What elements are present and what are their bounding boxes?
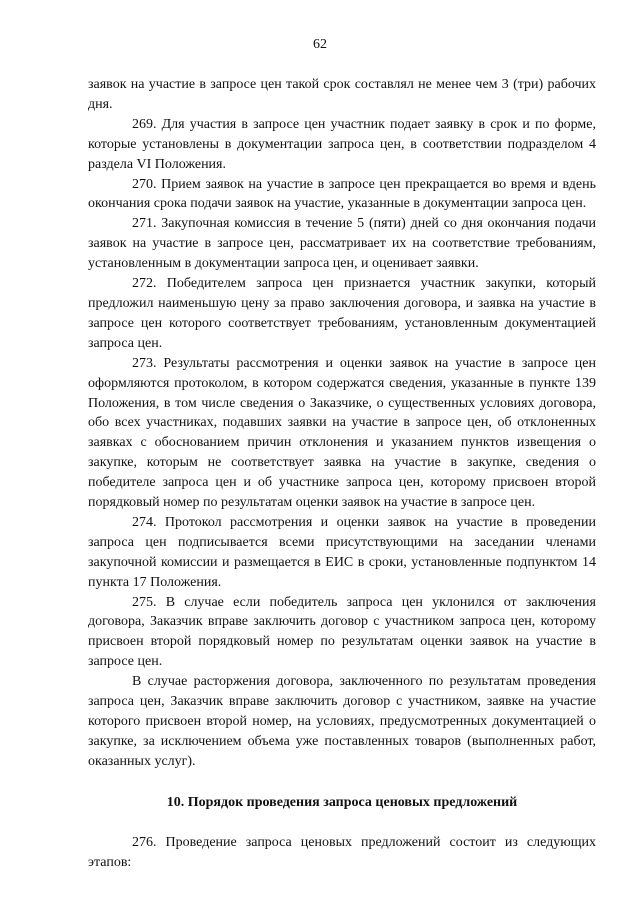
paragraph-275: 275. В случае если победитель запроса цен уклонился от заключения договора, Заказчик вправе заключить договор с участником запроса цен, которому присвоен второй порядковый номер по результатам оценки заявок на участие в запросе цен.: [88, 594, 596, 670]
paragraph-273: 273. Результаты рассмотрения и оценки заявок на участие в запросе цен оформляются протоколом, в котором содержатся сведения, указанные в пункте 139 Положения, в том числе сведения о Заказчике, о существенных условиях договора, обо всех участниках, подавших заявки на участие в запросе цен, об отклоненных заявках с обоснованием причин отклонения и указанием пунктов извещения о закупке, которым не соответствует заявка на участие в закупке, сведения о победителе запроса цен и об участнике запроса цен, которому присвоен второй порядковый номер по результатам оценки заявок на участие в запросе цен.: [88, 355, 596, 511]
paragraph-276: 276. Проведение запроса ценовых предложений состоит из следующих этапов:: [88, 834, 596, 870]
paragraph-271: 271. Закупочная комиссия в течение 5 (пяти) дней со дня окончания подачи заявок на участие в запросе цен, рассматривает их на соответствие требованиям, установленным в документации запроса цен, и оценивает заявки.: [88, 216, 596, 272]
paragraph-270: 270. Прием заявок на участие в запросе цен прекращается во время и вдень окончания срока подачи заявок на участие, указанные в документации запроса цен.: [88, 176, 596, 212]
page-body: [88, 75, 596, 873]
paragraph-269: 269. Для участия в запросе цен участник подает заявку в срок и по форме, которые установлены в документации запроса цен, в соответствии подразделом 4 раздела VI Положения.: [88, 116, 596, 172]
page-number: 62: [313, 37, 327, 52]
paragraph-275-continuation: В случае расторжения договора, заключенного по результатам проведения запроса цен, Заказчик вправе заключить договор с участником, заявке на участие которого присвоен второй номер, на условиях, предусмотренных документацией о закупке, за исключением объема уже поставленных товаров (выполненных работ, оказанных услуг).: [88, 674, 596, 769]
paragraph-continuation: заявок на участие в запросе цен такой срок составлял не менее чем 3 (три) рабочих дня.: [88, 77, 596, 112]
section-heading: 10. Порядок проведения запроса ценовых предложений: [166, 794, 518, 810]
paragraph-272: 272. Победителем запроса цен признается участник закупки, который предложил наименьшую цену за право заключения договора, и заявка на участие в запросе цен которого соответствует требованиям, установленным документацией запроса цен.: [88, 276, 596, 351]
paragraph-274: 274. Протокол рассмотрения и оценки заявок на участие в проведении запроса цен подписывается всеми присутствующими на заседании членами закупочной комиссии и размещается в ЕИС в сроки, установленные подпунктом 14 пункта 17 Положения.: [88, 514, 596, 590]
